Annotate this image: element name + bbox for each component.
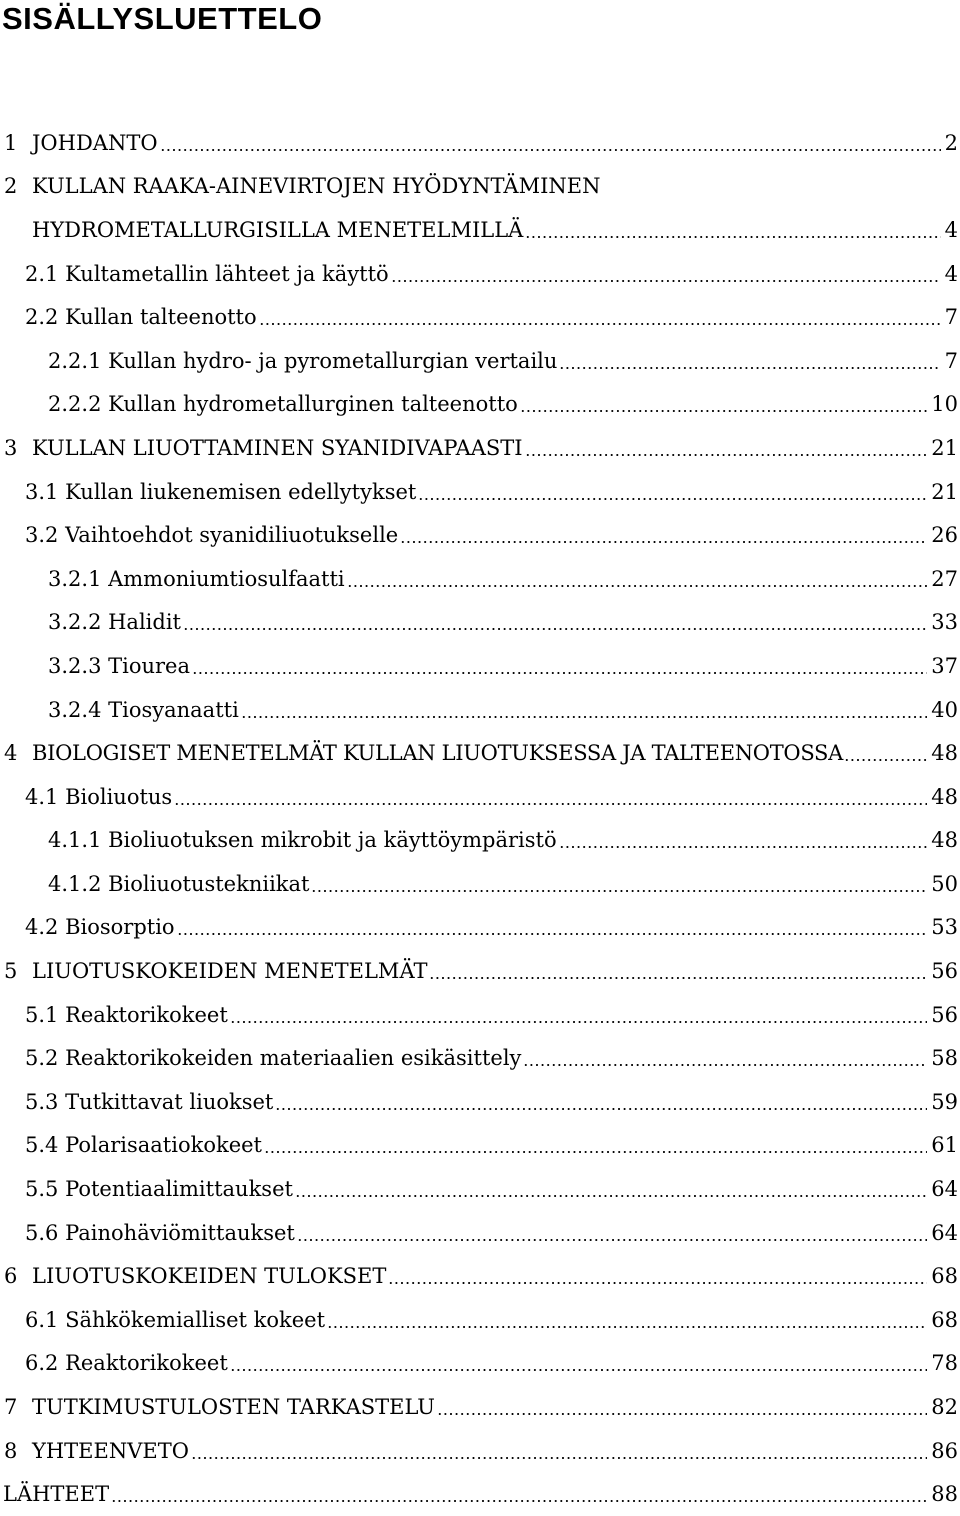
toc-page-number: 86 [931,1438,958,1463]
toc-entry-label: 3.2.3 Tiourea [48,653,190,678]
leader-dots [844,758,929,762]
page-title: SISÄLLYSLUETTELO [2,1,323,36]
toc-entry-label: 3.2 Vaihtoehdot syanidiliuotukselle [25,523,399,548]
toc-entry-references[interactable] [0,1472,958,1516]
toc-page-number: 68 [931,1307,958,1332]
toc-page-number: 4 [944,261,958,286]
leader-dots [230,1368,927,1372]
toc-entry-label: 4.1.1 Bioliuotuksen mikrobit ja käyttöympäristö [48,828,557,853]
toc-entry-label: 2.2.1 Kullan hydro- ja pyrometallurgian vertailu [48,348,558,373]
toc-entry[interactable] [0,775,958,819]
toc-entry-chapter-5[interactable] [0,949,958,993]
leader-dots [183,627,927,631]
leader-dots [437,1412,927,1416]
toc-chapter-number: 8 [4,1438,18,1463]
toc-entry[interactable] [0,557,958,601]
toc-entry[interactable] [0,339,958,383]
toc-entry[interactable] [0,1167,958,1211]
leader-dots [264,1150,927,1154]
toc-chapter-number: 6 [4,1264,18,1289]
toc-page-number: 21 [931,435,958,460]
toc-page-number: 50 [931,871,958,896]
toc-page-number: 33 [931,610,958,635]
leader-dots [311,889,927,893]
toc-entry[interactable] [0,1036,958,1080]
leader-dots [241,715,927,719]
toc-entry-label: 6.2 Reaktorikokeet [25,1351,228,1376]
leader-dots [191,1456,927,1460]
toc-page-number: 82 [931,1395,958,1420]
toc-entry-label: 2.1 Kultametallin lähteet ja käyttö [25,261,389,286]
toc-entry[interactable] [0,906,958,950]
toc-entry-chapter-6[interactable] [0,1254,958,1298]
toc-entry-label: 4.2 Biosorptio [25,915,175,940]
toc-entry-label: 3.1 Kullan liukenemisen edellytykset [25,479,417,504]
toc-page-number: 56 [931,1002,958,1027]
toc-entry[interactable] [0,470,958,514]
toc-entry-label: LIUOTUSKOKEIDEN MENETELMÄT [32,959,428,984]
toc-page-number: 88 [931,1482,958,1507]
toc-entry-label: 4.1 Bioliuotus [25,784,173,809]
toc-entry-label: 3.2.4 Tiosyanaatti [48,697,239,722]
toc-entry[interactable] [0,252,958,296]
leader-dots [347,584,928,588]
toc-page-number: 58 [931,1046,958,1071]
toc-entry-label: BIOLOGISET MENETELMÄT KULLAN LIUOTUKSESSA JA TALTEENOTOSSA [32,741,844,766]
toc-chapter-number: 3 [4,435,18,460]
leader-dots [259,322,941,326]
toc-entry-label: 5.5 Potentiaalimittaukset [25,1177,293,1202]
toc-page-number: 7 [944,305,958,330]
toc-page-number: 64 [931,1177,958,1202]
toc-entry-chapter-4[interactable] [0,731,958,775]
toc-entry-label: 3.2.1 Ammoniumtiosulfaatti [48,566,345,591]
toc-page-number: 64 [931,1220,958,1245]
toc-entry-label: 6.1 Sähkökemialliset kokeet [25,1307,326,1332]
leader-dots [523,1063,927,1067]
toc-entry[interactable] [0,644,958,688]
toc-entry[interactable] [0,513,958,557]
toc-page-number: 26 [931,523,958,548]
toc-page-number: 56 [931,959,958,984]
toc-page-number: 53 [931,915,958,940]
toc-entry-label: 5.3 Tutkittavat liuokset [25,1089,274,1114]
toc-page-number: 59 [931,1089,958,1114]
toc-page-number: 40 [931,697,958,722]
toc-entry-label: 5.2 Reaktorikokeiden materiaalien esikäsittely [25,1046,522,1071]
table-of-contents [0,121,958,1516]
toc-entry-chapter-7[interactable] [0,1385,958,1429]
toc-entry-label: 2.2.2 Kullan hydrometallurginen talteenotto [48,392,518,417]
toc-entry-label: 5.6 Painohäviömittaukset [25,1220,295,1245]
toc-entry-label: KULLAN LIUOTTAMINEN SYANIDIVAPAASTI [32,435,523,460]
toc-entry[interactable] [0,601,958,645]
toc-page-number: 2 [944,130,958,155]
toc-page-number: 7 [944,348,958,373]
toc-entry[interactable] [0,1342,958,1386]
leader-dots [559,366,940,370]
toc-page-number: 27 [931,566,958,591]
toc-entry-label: 5.1 Reaktorikokeet [25,1002,228,1027]
toc-chapter-number: 4 [4,741,18,766]
leader-dots [295,1194,927,1198]
leader-dots [429,976,927,980]
leader-dots [275,1107,927,1111]
toc-page-number: 10 [931,392,958,417]
toc-entry[interactable] [0,819,958,863]
toc-page-number: 61 [931,1133,958,1158]
toc-entry[interactable] [0,1080,958,1124]
toc-page-number: 78 [931,1351,958,1376]
toc-entry[interactable] [0,688,958,732]
toc-entry-chapter-8[interactable] [0,1429,958,1473]
toc-entry-label: 4.1.2 Bioliuotustekniikat [48,871,310,896]
toc-chapter-number: 2 [4,174,18,199]
leader-dots [559,845,928,849]
toc-entry-johdanto[interactable] [0,121,958,165]
toc-entry-label: KULLAN RAAKA-AINEVIRTOJEN HYÖDYNTÄMINEN [32,174,601,199]
toc-page-number: 21 [931,479,958,504]
toc-entry[interactable] [0,993,958,1037]
toc-page-number: 68 [931,1264,958,1289]
leader-dots [111,1499,927,1503]
toc-entry-label: TUTKIMUSTULOSTEN TARKASTELU [32,1395,435,1420]
toc-entry-label: YHTEENVETO [32,1438,189,1463]
toc-entry-chapter-2-line-2[interactable] [0,208,958,252]
leader-dots [160,148,941,152]
toc-entry-label: 3.2.2 Halidit [48,610,181,635]
leader-dots [297,1238,927,1242]
toc-page-number: 48 [931,741,958,766]
toc-entry-label: JOHDANTO [32,130,158,155]
toc-entry[interactable] [0,383,958,427]
toc-page-number: 4 [944,217,958,242]
toc-entry-label-continued: HYDROMETALLURGISILLA MENETELMILLÄ [32,217,524,242]
leader-dots [520,409,927,413]
leader-dots [400,540,927,544]
toc-page-number: 37 [931,653,958,678]
toc-entry-label: 2.2 Kullan talteenotto [25,305,257,330]
leader-dots [525,235,940,239]
toc-entry[interactable] [0,1298,958,1342]
toc-entry[interactable] [0,862,958,906]
toc-page-number: 48 [931,784,958,809]
toc-page-number: 48 [931,828,958,853]
toc-entry-label: 5.4 Polarisaatiokokeet [25,1133,262,1158]
toc-chapter-number: 5 [4,959,18,984]
toc-chapter-number: 1 [4,130,18,155]
leader-dots [418,497,927,501]
toc-chapter-number: 7 [4,1395,18,1420]
toc-entry-label: LÄHTEET [3,1482,110,1507]
leader-dots [174,802,927,806]
toc-entry[interactable] [0,1124,958,1168]
leader-dots [327,1325,927,1329]
leader-dots [192,671,927,675]
toc-entry[interactable] [0,295,958,339]
leader-dots [388,1281,927,1285]
leader-dots [230,1020,927,1024]
toc-entry-label: LIUOTUSKOKEIDEN TULOKSET [32,1264,387,1289]
toc-entry-chapter-3[interactable] [0,426,958,470]
leader-dots [177,932,928,936]
toc-entry[interactable] [0,1211,958,1255]
leader-dots [525,453,928,457]
toc-entry-chapter-2-line-1[interactable] [0,165,958,209]
leader-dots [391,279,941,283]
